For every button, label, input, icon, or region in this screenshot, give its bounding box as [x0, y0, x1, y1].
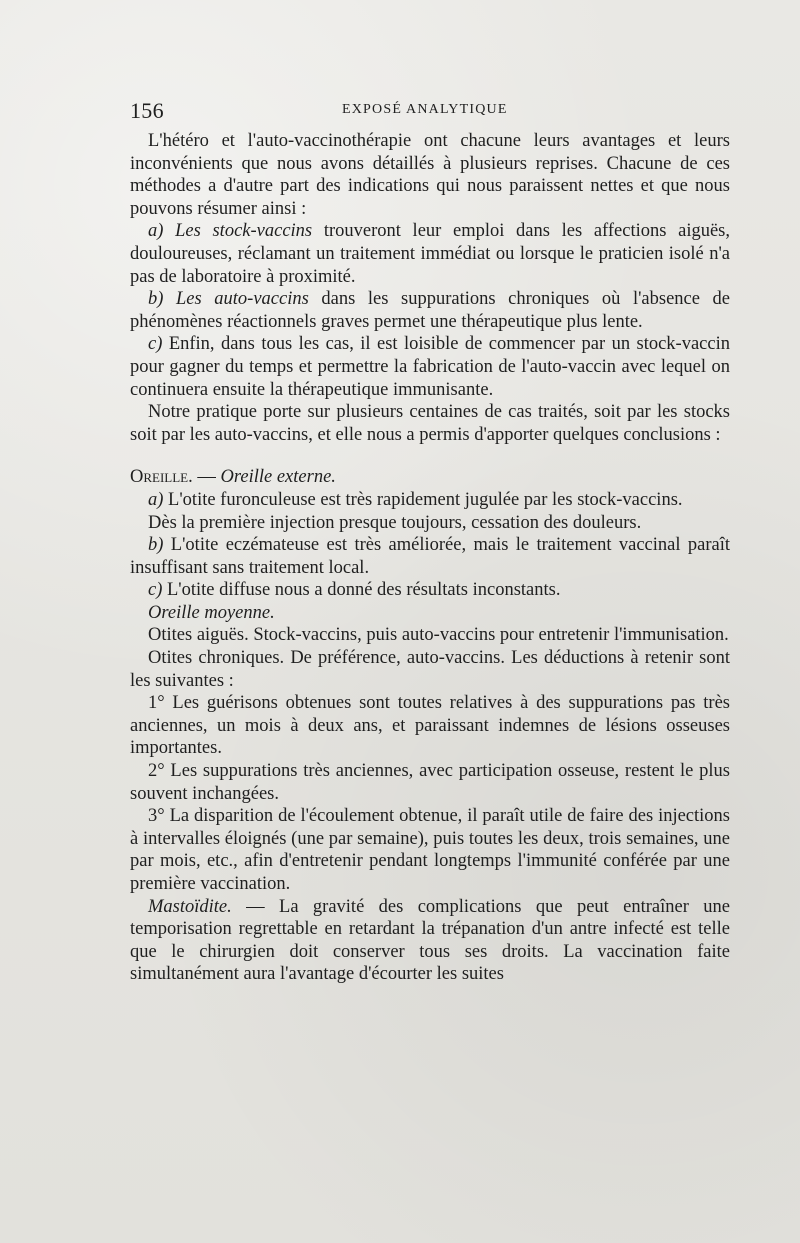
oreille-item-b-text: L'otite eczémateuse est très améliorée, mais le traitement vaccinal paraît insuffisant sans traitement local. — [130, 535, 730, 578]
page-header — [130, 98, 730, 122]
numbered-point-2: 2° Les suppurations très anciennes, avec participation osseuse, restent le plus souvent inchangées. — [130, 761, 730, 804]
oreille-item-c-label: c) — [148, 580, 163, 601]
item-b — [130, 288, 730, 333]
oreille-item-c-text: L'otite diffuse nous a donné des résultats inconstants. — [162, 580, 561, 601]
mastoidite-text: — La gravité des complications que peut entraîner une temporisation regrettable en retardant la trépanation d'un antre infecté est telle que le chirurgien doit conserver tous ses droits. La vaccination faite simultanément aura l'avantage d'écourter les suites — [130, 896, 730, 985]
otites-aigues-paragraph: Otites aiguës. Stock-vaccins, puis auto-vaccins pour entretenir l'immunisation. — [148, 625, 729, 646]
item-b-label: b) — [148, 289, 164, 310]
oreille-item-a-text: L'otite furonculeuse est très rapidement jugulée par les stock-vaccins. — [163, 489, 683, 510]
item-a-text: trouveront leur emploi dans les affections aiguës, douloureuses, réclamant un traitement immédiat ou lorsque le praticien isolé n'a pas de laboratoire à proximité. — [130, 221, 731, 287]
numbered-point-1: 1° Les guérisons obtenues sont toutes relatives à des suppurations pas très anciennes, un mois à deux ans, et paraissant indemnes de lésions osseuses importantes. — [130, 693, 730, 759]
item-a-title: Les stock-vaccins — [175, 221, 313, 242]
oreille-externe-heading: Oreille externe. — [220, 467, 336, 488]
item-c-label: c) — [148, 334, 163, 355]
item-b-text: dans les suppurations chroniques où l'absence de phénomènes réactionnels graves permet une thérapeutique plus lente. — [130, 289, 730, 332]
item-b-title: Les auto-vaccins — [176, 289, 309, 310]
mastoidite-label: Mastoïdite. — [148, 896, 232, 917]
numbered-point-3: 3° La disparition de l'écoulement obtenue, il paraît utile de faire des injections à intervalles éloignés (une par semaine), puis toutes les deux, trois semaines, une par mois, etc., afin d'entretenir pendant longtemps l'immunité conférée par une première vaccination. — [130, 806, 730, 894]
oreille-item-a-label: a) — [148, 489, 164, 510]
practice-paragraph: Notre pratique porte sur plusieurs centaines de cas traités, soit par les stocks soit par les auto-vaccins, et elle nous a permis d'apporter quelques conclusions : — [130, 402, 730, 445]
body-text — [130, 130, 730, 986]
intro-paragraph: L'hétéro et l'auto-vaccinothérapie ont chacune leurs avantages et leurs inconvénients que nous avons détaillés à plusieurs reprises. Chacune de ces méthodes a d'autre part des indications qui nous paraissent nettes et que nous pouvons résumer ainsi : — [130, 131, 730, 219]
oreille-item-b — [130, 534, 730, 579]
item-c-text: Enfin, dans tous les cas, il est loisible de commencer par un stock-vaccin pour gagner du temps et permettre la fabrication de l'auto-vaccin avec lequel on continuera ensuite la thérapeutique immunisante. — [130, 334, 730, 400]
oreille-item-a — [130, 489, 730, 512]
section-gap — [130, 446, 730, 466]
oreille-dash: — — [192, 467, 221, 488]
item-a-label: a) — [148, 221, 164, 242]
item-c — [130, 333, 730, 401]
oreille-item-c — [130, 579, 730, 602]
page-number: 156 — [130, 98, 164, 123]
mastoidite-paragraph — [130, 896, 730, 986]
item-a — [130, 220, 730, 288]
running-head: EXPOSÉ ANALYTIQUE — [342, 102, 508, 117]
oreille-heading-line — [130, 466, 730, 489]
injection-paragraph: Dès la première injection presque toujours, cessation des douleurs. — [148, 512, 642, 533]
oreille-heading: Oreille. — [130, 467, 193, 488]
otites-chroniques-paragraph: Otites chroniques. De préférence, auto-vaccins. Les déductions à retenir sont les suivantes : — [130, 648, 730, 691]
oreille-item-b-label: b) — [148, 535, 164, 556]
oreille-moyenne-heading: Oreille moyenne. — [148, 602, 275, 623]
